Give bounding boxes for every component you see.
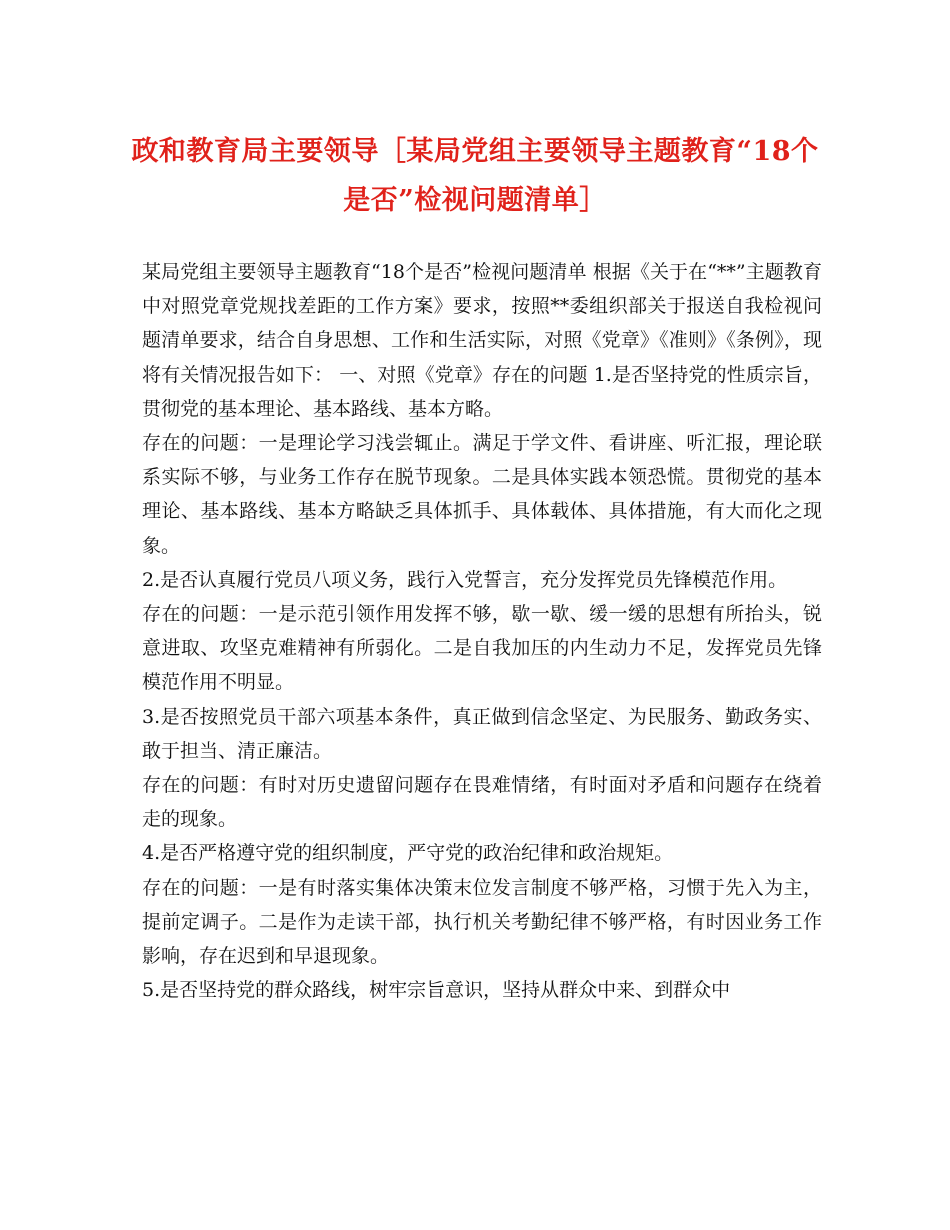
document-title: 政和教育局主要领导［某局党组主要领导主题教育“18个是否”检视问题清单］ (131, 136, 819, 216)
paragraph-issue-2: 存在的问题：一是示范引领作用发挥不够，歇一歇、缓一缓的思想有所抬头，锐意进取、攻坚克难精神有所弱化。二是自我加压的内生动力不足，发挥党员先锋模范作用不明显。 (142, 603, 822, 694)
paragraph-item-3: 3.是否按照党员干部六项基本条件，真正做到信念坚定、为民服务、勤政务实、敢于担当、清正廉洁。 (142, 705, 822, 762)
document-body (142, 255, 822, 1007)
paragraph-issue-4: 存在的问题：一是有时落实集体决策末位发言制度不够严格，习惯于先入为主，提前定调子。二是作为走读干部，执行机关考勤纪律不够严格，有时因业务工作影响，存在迟到和早退现象。 (142, 876, 822, 968)
paragraph-issue-3: 存在的问题：有时对历史遗留问题存在畏难情绪，有时面对矛盾和问题存在绕着走的现象。 (142, 774, 822, 831)
paragraph-intro: 某局党组主要领导主题教育“18个是否”检视问题清单 根据《关于在“**”主题教育中对照党章党规找差距的工作方案》要求，按照**委组织部关于报送自我检视问题清单要求，结合自身思想、工作和生活实际，对照《党章》《准则》《条例》，现将有关情况报告如下： 一、对照《党章》存在的问题 1.是否坚持党的性质宗旨，贯彻党的基本理论、基本路线、基本方略。 (142, 261, 822, 420)
paragraph-issue-1: 存在的问题：一是理论学习浅尝辄止。满足于学文件、看讲座、听汇报，理论联系实际不够，与业务工作存在脱节现象。二是具体实践本领恐慌。贯彻党的基本理论、基本路线、基本方略缺乏具体抓手、具体载体、具体措施，有大而化之现象。 (142, 432, 822, 557)
paragraph-item-4: 4.是否严格遵守党的组织制度，严守党的政治纪律和政治规矩。 (142, 842, 674, 865)
paragraph-item-5: 5.是否坚持党的群众路线，树牢宗旨意识，坚持从群众中来、到群众中 (142, 979, 731, 1002)
paragraph-item-2: 2.是否认真履行党员八项义务，践行入党誓言，充分发挥党员先锋模范作用。 (142, 568, 788, 591)
